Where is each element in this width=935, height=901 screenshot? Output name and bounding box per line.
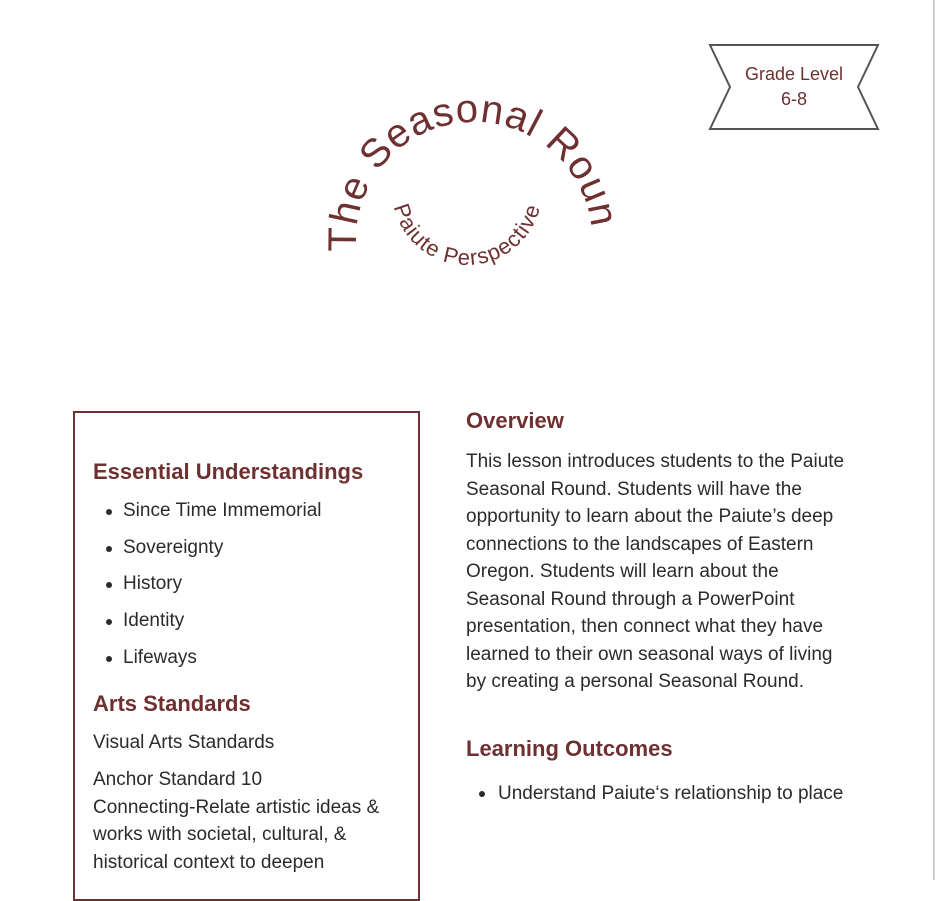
arts-standards-heading: Arts Standards xyxy=(93,690,251,716)
anchor-standard: Anchor Standard 10 xyxy=(93,769,263,791)
essential-understandings-heading: Essential Understandings xyxy=(93,459,364,484)
list-item: Since Time Immemorial xyxy=(106,499,400,523)
list-item: Sovereignty xyxy=(106,536,400,560)
list-item: Lifeways xyxy=(106,646,400,670)
grade-level-badge xyxy=(708,43,880,131)
grade-label: Grade Level xyxy=(744,64,844,84)
main-content xyxy=(466,408,851,807)
standards-box xyxy=(73,411,420,901)
list-item: History xyxy=(106,572,400,596)
grade-range: 6-8 xyxy=(780,89,807,109)
list-item: Identity xyxy=(106,609,400,633)
lesson-title-arc xyxy=(300,60,630,320)
learning-outcomes-heading: Learning Outcomes xyxy=(466,735,673,761)
lesson-subtitle: Paiute Perspective xyxy=(388,200,546,271)
lesson-title: The Seasonal Roun xyxy=(320,86,627,252)
list-item: Understand Paiute‘s relationship to place xyxy=(479,780,851,808)
learning-outcomes-list xyxy=(466,780,851,808)
anchor-standard-text: Connecting-Relate artistic ideas & works with societal, cultural, & historical context to deepen xyxy=(93,796,380,873)
visual-arts-standards: Visual Arts Standards xyxy=(93,731,275,753)
overview-text: This lesson introduces students to the Paiute Seasonal Round. Students will have the opportunity to learn about the Paiute’s deep connections to the landscapes of Eastern Oregon. Students will learn about the Seasonal Round through a PowerPoint presentation, then connect what they have learned to their own seasonal ways of living by creating a personal Seasonal Round. xyxy=(466,451,845,692)
essential-understandings-list xyxy=(93,499,400,670)
overview-heading: Overview xyxy=(466,408,564,433)
